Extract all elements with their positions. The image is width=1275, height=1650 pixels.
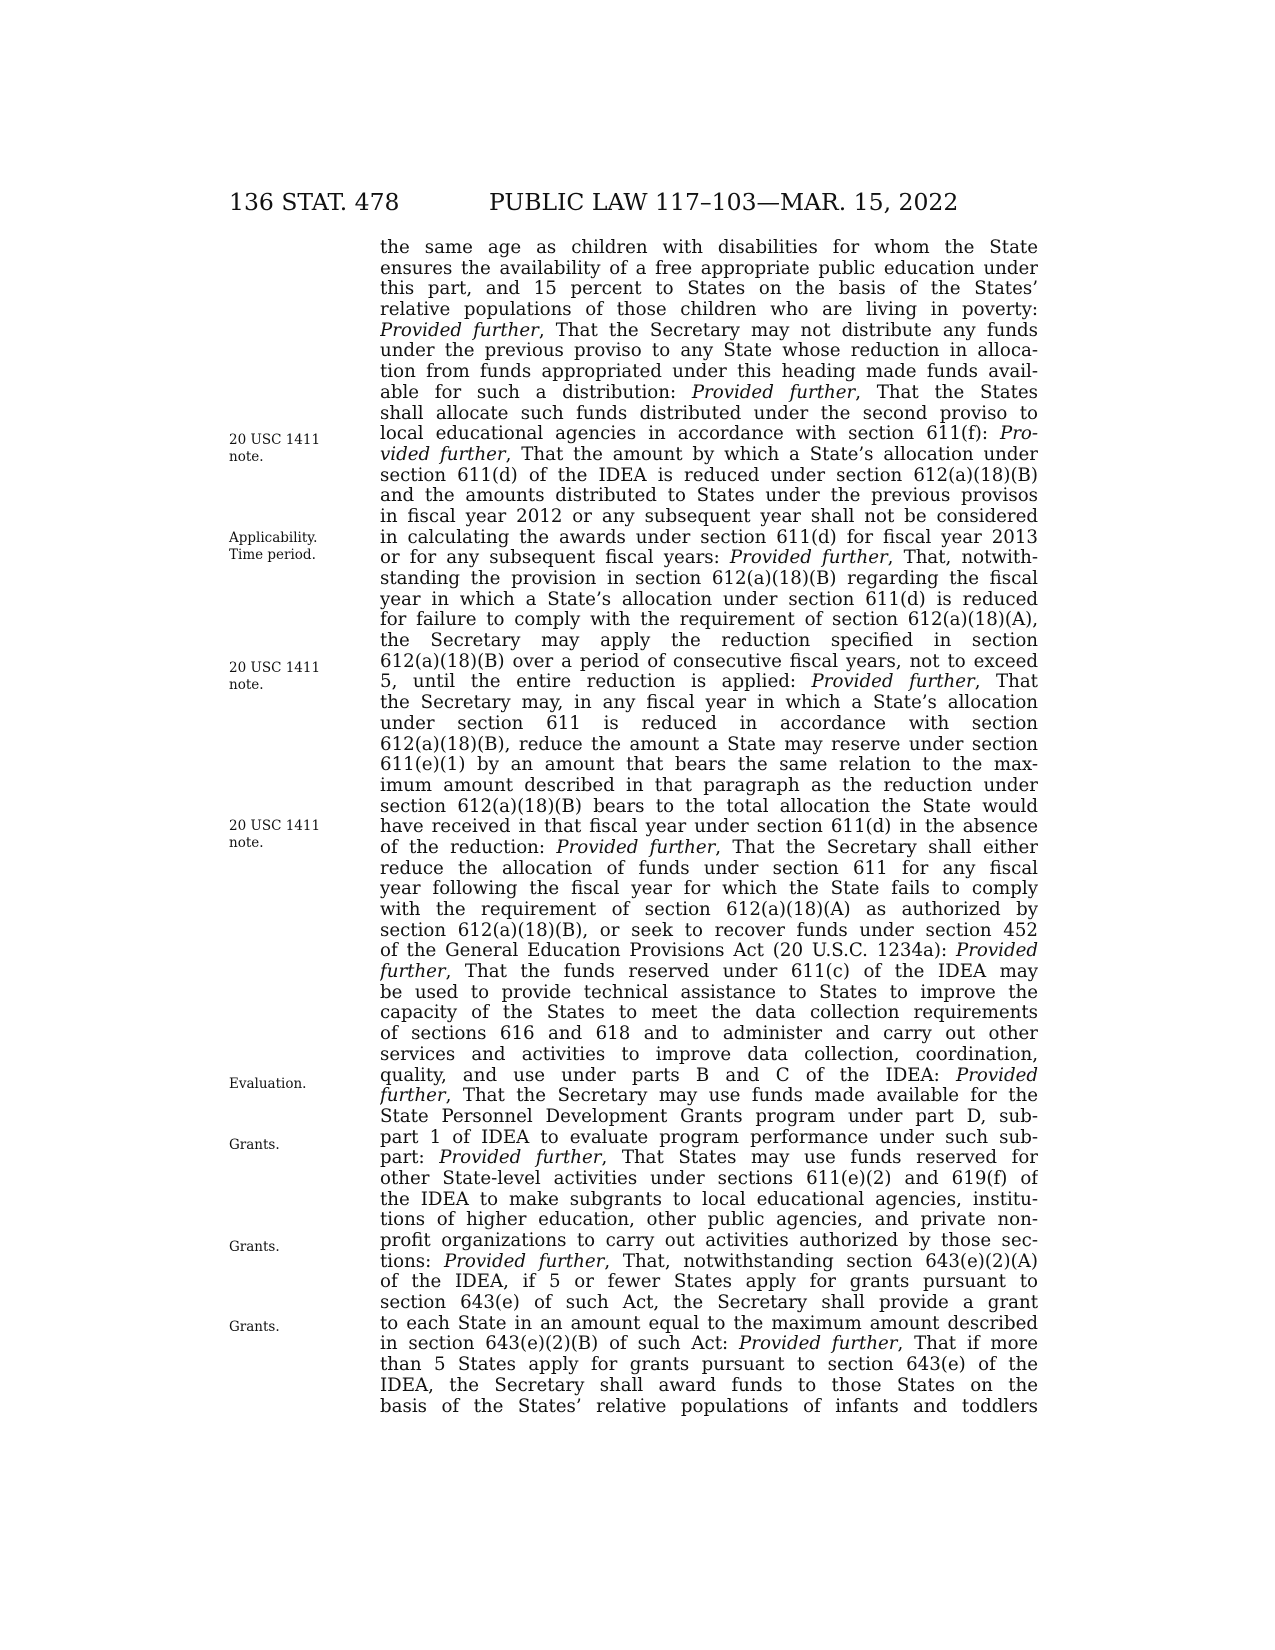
italic-text: Provided further	[739, 1334, 898, 1355]
body-line	[380, 900, 1038, 921]
italic-text: Provided further	[556, 837, 716, 858]
body-line	[380, 714, 1038, 735]
text-run: the Secretary may, in any fiscal year in which a State’s allocation	[380, 693, 1038, 714]
text-run: , That the Secretary shall either	[715, 837, 1038, 858]
text-run: section 643(e) of such Act, the Secretary shall provide a grant	[380, 1293, 1038, 1314]
body-line	[380, 921, 1038, 942]
text-run: year following the fiscal year for which the State fails to comply	[380, 879, 1038, 900]
text-run: in section 643(e)(2)(B) of such Act:	[380, 1334, 740, 1355]
margin-note	[229, 530, 317, 564]
body-line	[380, 1045, 1038, 1066]
body-line	[380, 424, 1038, 445]
body-line	[380, 879, 1038, 900]
body-line	[380, 528, 1038, 549]
body-line	[380, 631, 1038, 652]
italic-text: vided further	[380, 444, 506, 465]
body-line	[380, 941, 1038, 962]
text-run: IDEA, the Secretary shall award funds to those States on the	[380, 1375, 1038, 1396]
text-run: capacity of the States to meet the data collection requirements	[380, 1003, 1038, 1024]
body-line	[380, 1024, 1038, 1045]
text-run: , That the Secretary may not distribute any funds	[538, 320, 1038, 341]
text-run: 612(a)(18)(B) over a period of consecutive fiscal years, not to exceed	[380, 651, 1038, 672]
italic-text: Provided	[955, 1065, 1038, 1086]
text-run: , That the amount by which a State’s allocation under	[505, 444, 1038, 465]
body-line	[380, 279, 1038, 300]
text-run: tions of higher education, other public agencies, and private non-	[380, 1210, 1038, 1231]
text-run: , That if more	[897, 1334, 1038, 1355]
body-line	[380, 1293, 1038, 1314]
text-run: year in which a State’s allocation under section 611(d) is reduced	[380, 589, 1038, 610]
body-line	[380, 404, 1038, 425]
text-run: relative populations of those children who are living in poverty:	[380, 300, 1038, 321]
body-line	[380, 1334, 1038, 1355]
body-line	[380, 341, 1038, 362]
body-line	[380, 383, 1038, 404]
text-run: , That	[974, 672, 1038, 693]
margin-note-line: 20 USC 1411	[229, 432, 321, 448]
body-line	[380, 486, 1038, 507]
margin-note	[229, 660, 320, 694]
body-line	[380, 238, 1038, 259]
body-line	[380, 1210, 1038, 1231]
body-line	[380, 693, 1038, 714]
text-run: the Secretary may apply the reduction specified in section	[380, 631, 1038, 652]
body-line	[380, 672, 1038, 693]
text-run: 611(e)(1) by an amount that bears the same relation to the max-	[380, 755, 1038, 776]
body-line	[380, 300, 1038, 321]
margin-note-line: Grants.	[229, 1239, 280, 1255]
italic-text: Pro-	[999, 424, 1038, 445]
italic-text: further	[380, 1086, 446, 1107]
body-line	[380, 1128, 1038, 1149]
body-line	[380, 362, 1038, 383]
body-line	[380, 445, 1038, 466]
text-run: , That, notwithstanding section 643(e)(2)(A)	[604, 1251, 1038, 1272]
body-line	[380, 1003, 1038, 1024]
text-run: section 612(a)(18)(B) bears to the total allocation the State would	[380, 796, 1038, 817]
text-run: to each State in an amount equal to the maximum amount described	[380, 1313, 1038, 1334]
body-line	[380, 610, 1038, 631]
text-run: for failure to comply with the requirement of section 612(a)(18)(A),	[380, 610, 1038, 631]
text-run: profit organizations to carry out activities authorized by those sec-	[380, 1231, 1038, 1251]
text-run: reduce the allocation of funds under section 611 for any fiscal	[380, 858, 1038, 879]
text-run: quality, and use under parts B and C of the IDEA:	[380, 1065, 956, 1086]
text-run: 5, until the entire reduction is applied:	[380, 672, 812, 693]
text-run: in fiscal year 2012 or any subsequent year shall not be considered	[380, 506, 1038, 527]
body-line	[380, 1376, 1038, 1397]
text-run: under the previous proviso to any State whose reduction in alloca-	[380, 341, 1038, 362]
text-run: of the IDEA, if 5 or fewer States apply for grants pursuant to	[380, 1272, 1038, 1293]
italic-text: Provided further	[691, 382, 856, 403]
text-run: , That the Secretary may use funds made available for the	[445, 1086, 1038, 1107]
text-run: part 1 of IDEA to evaluate program performance under such sub-	[380, 1127, 1038, 1148]
body-line	[380, 259, 1038, 280]
margin-note-line: Time period.	[229, 547, 316, 563]
body-line	[380, 1397, 1038, 1418]
text-run: under section 611 is reduced in accordance with section	[380, 713, 1038, 734]
margin-note-line: note.	[229, 449, 264, 465]
text-run: be used to provide technical assistance to States to improve the	[380, 982, 1038, 1003]
text-run: imum amount described in that paragraph as the reduction under	[380, 775, 1038, 796]
body-line	[380, 1148, 1038, 1169]
body-line	[380, 776, 1038, 797]
margin-note-line: 20 USC 1411	[229, 660, 321, 676]
body-line	[380, 1355, 1038, 1376]
text-run: 612(a)(18)(B), reduce the amount a State may reserve under section	[380, 734, 1038, 755]
margin-note	[229, 1239, 280, 1256]
body-line	[380, 1066, 1038, 1087]
body-line	[380, 507, 1038, 528]
margin-note	[229, 818, 320, 852]
text-run: with the requirement of section 612(a)(18)(A) as authorized by	[380, 900, 1038, 920]
body-line	[380, 1272, 1038, 1293]
text-run: part:	[380, 1148, 440, 1169]
margin-note	[229, 1137, 280, 1154]
text-run: State Personnel Development Grants program under part D, sub-	[380, 1106, 1038, 1127]
text-run: of sections 616 and 618 and to administer and carry out other	[380, 1024, 1038, 1045]
italic-text: further	[380, 962, 446, 983]
text-run: , That States may use funds reserved for	[601, 1148, 1038, 1169]
text-run: of the reduction:	[380, 837, 557, 858]
margin-note-line: Applicability.	[229, 530, 318, 546]
body-line	[380, 797, 1038, 818]
text-run: the same age as children with disabilities for whom the State	[380, 238, 1038, 258]
body-line	[380, 466, 1038, 487]
text-run: services and activities to improve data collection, coordination,	[380, 1044, 1038, 1065]
page-reference: 136 STAT. 478	[229, 188, 400, 216]
text-run: , That the funds reserved under 611(c) of the IDEA may	[445, 962, 1038, 983]
italic-text: Provided further	[439, 1148, 602, 1169]
body-line	[380, 1190, 1038, 1211]
text-run: than 5 States apply for grants pursuant to section 643(e) of the	[380, 1355, 1038, 1376]
text-run: have received in that fiscal year under section 611(d) in the absence	[380, 817, 1038, 838]
body-line	[380, 652, 1038, 673]
margin-note	[229, 432, 320, 466]
margin-note-line: Grants.	[229, 1137, 280, 1153]
text-run: other State-level activities under sections 611(e)(2) and 619(f) of	[380, 1168, 1038, 1189]
italic-text: Provided further	[380, 320, 539, 341]
body-line	[380, 590, 1038, 611]
text-run: tion from funds appropriated under this heading made funds avail-	[380, 362, 1038, 383]
italic-text: Provided further	[443, 1251, 605, 1272]
text-run: tions:	[380, 1251, 444, 1272]
italic-text: Provided	[955, 941, 1038, 962]
text-run: and the amounts distributed to States under the previous provisos	[380, 486, 1038, 507]
text-run: of the General Education Provisions Act (20 U.S.C. 1234a):	[380, 941, 956, 962]
margin-note-line: note.	[229, 677, 264, 693]
body-text	[380, 238, 1038, 1417]
body-line	[380, 983, 1038, 1004]
text-run: in calculating the awards under section 611(d) for fiscal year 2013	[380, 527, 1038, 548]
body-line	[380, 1314, 1038, 1335]
text-run: or for any subsequent fiscal years:	[380, 548, 730, 569]
margin-note-line: Evaluation.	[229, 1076, 307, 1092]
text-run: local educational agencies in accordance with section 611(f):	[380, 424, 1000, 445]
italic-text: Provided further	[729, 548, 888, 569]
body-line	[380, 755, 1038, 776]
text-run: basis of the States’ relative populations of infants and toddlers	[380, 1396, 1038, 1417]
text-run: able for such a distribution:	[380, 382, 692, 403]
text-run: standing the provision in section 612(a)(18)(B) regarding the fiscal	[380, 569, 1038, 589]
margin-note-line: note.	[229, 835, 264, 851]
margin-note-line: Grants.	[229, 1319, 280, 1335]
text-run: the IDEA to make subgrants to local educational agencies, institu-	[380, 1189, 1038, 1210]
body-line	[380, 859, 1038, 880]
text-run: section 611(d) of the IDEA is reduced under section 612(a)(18)(B)	[380, 465, 1038, 486]
text-run: section 612(a)(18)(B), or seek to recover funds under section 452	[380, 920, 1038, 941]
body-line	[380, 838, 1038, 859]
text-run: , That the States	[855, 382, 1038, 403]
body-line	[380, 1086, 1038, 1107]
body-line	[380, 321, 1038, 342]
text-run: , That, notwith-	[887, 548, 1038, 569]
text-run: this part, and 15 percent to States on the basis of the States’	[380, 279, 1038, 300]
body-line	[380, 1107, 1038, 1128]
italic-text: Provided further	[811, 672, 975, 693]
margin-note	[229, 1076, 306, 1093]
body-line	[380, 1169, 1038, 1190]
margin-note-line: 20 USC 1411	[229, 818, 321, 834]
text-run: shall allocate such funds distributed under the second proviso to	[380, 403, 1038, 424]
margin-note	[229, 1319, 280, 1336]
body-line	[380, 569, 1038, 590]
body-line	[380, 817, 1038, 838]
body-line	[380, 548, 1038, 569]
body-line	[380, 1231, 1038, 1252]
body-line	[380, 1252, 1038, 1273]
page-title: PUBLIC LAW 117–103—MAR. 15, 2022	[489, 188, 959, 216]
body-line	[380, 962, 1038, 983]
text-run: ensures the availability of a free appropriate public education under	[380, 258, 1038, 279]
body-line	[380, 735, 1038, 756]
